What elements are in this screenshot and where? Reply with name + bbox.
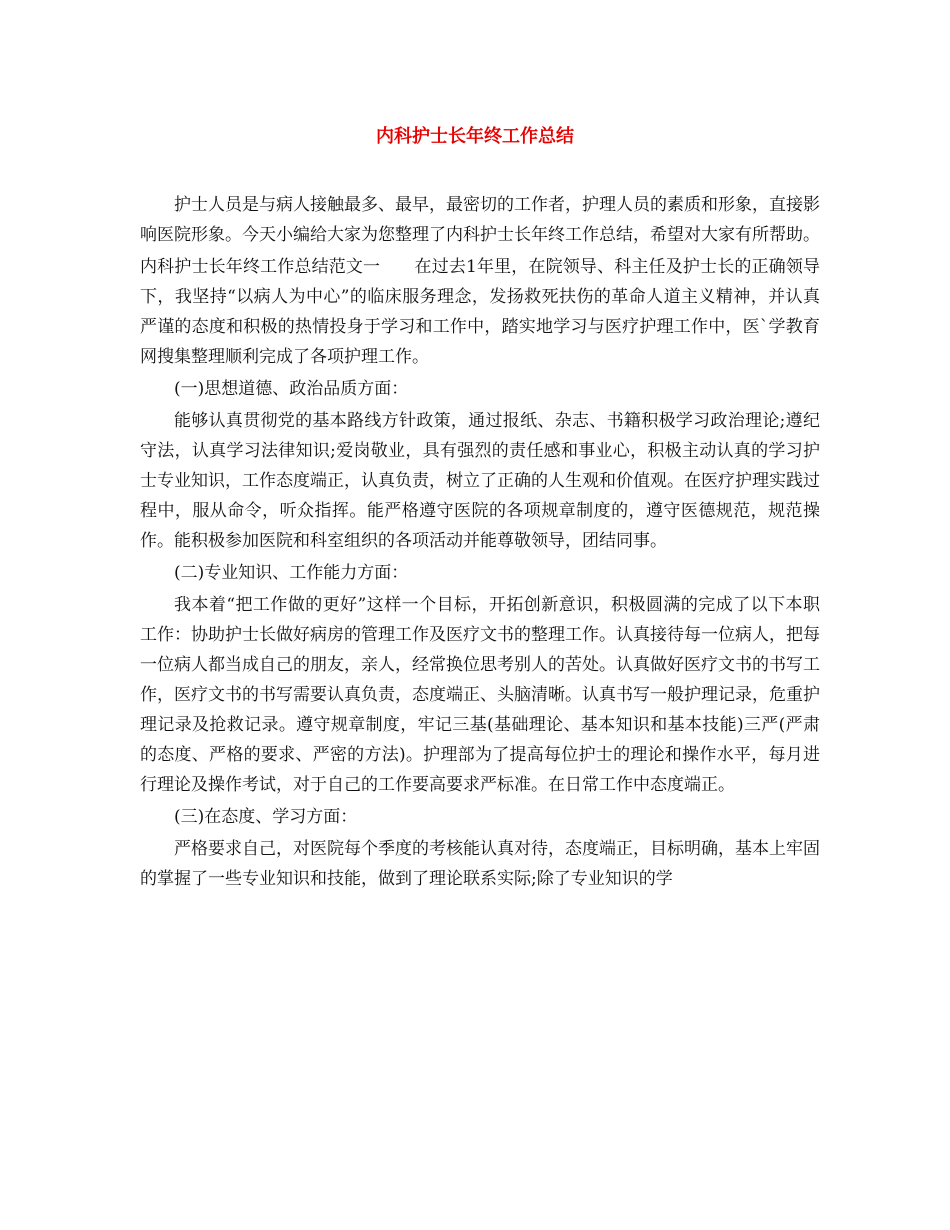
- section-heading-ethics: (一)思想道德、政治品质方面：: [174, 379, 409, 399]
- paragraph-intro: 护士人员是与病人接触最多、最早，最密切的工作者，护理人员的素质和形象，直接影响医院形象。今天小编给大家为您整理了内科护士长年终工作总结，希望对大家有所帮助。: [140, 195, 820, 245]
- section-heading-attitude: (三)在态度、学习方面：: [174, 807, 358, 827]
- paragraph-skills: 我本着“把工作做的更好”这样一个目标，开拓创新意识，积极圆满的完成了以下本职工作：协助护士长做好病房的管理工作及医疗文书的整理工作。认真接待每一位病人，把每一位病人都当成自己的朋友，亲人，经常换位思考别人的苦处。认真做好医疗文书的书写工作，医疗文书的书写需要认真负责，态度端正、头脑清晰。认真书写一般护理记录，危重护理记录及抢救记录。遵守规章制度，牢记三基(基础理论、基本知识和基本技能)三严(严肃的态度、严格的要求、严密的方法)。护理部为了提高每位护士的理论和操作水平，每月进行理论及操作考试，对于自己的工作要高要求严标准。在日常工作中态度端正。: [140, 595, 820, 795]
- paragraph-attitude: 严格要求自己，对医院每个季度的考核能认真对待，态度端正，目标明确，基本上牢固的掌握了一些专业知识和技能，做到了理论联系实际;除了专业知识的学: [140, 839, 820, 889]
- document-body: [140, 190, 820, 896]
- section-heading-skills: (二)专业知识、工作能力方面：: [174, 563, 409, 583]
- paragraph-sample-one: 内科护士长年终工作总结范文一 在过去1年里，在院领导、科主任及护士长的正确领导下，我坚持“以病人为中心”的临床服务理念，发扬救死扶伤的革命人道主义精神，并认真严谨的态度和积极的热情投身于学习和工作中，踏实地学习与医疗护理工作中，医`学教育网搜集整理顺利完成了各项护理工作。: [140, 257, 820, 367]
- document-title: 内科护士长年终工作总结: [376, 126, 574, 147]
- paragraph-ethics: 能够认真贯彻党的基本路线方针政策，通过报纸、杂志、书籍积极学习政治理论;遵纪守法，认真学习法律知识;爱岗敬业，具有强烈的责任感和事业心，积极主动认真的学习护士专业知识，工作态度端正，认真负责，树立了正确的人生观和价值观。在医疗护理实践过程中，服从命令，听众指挥。能严格遵守医院的各项规章制度的，遵守医德规范，规范操作。能积极参加医院和科室组织的各项活动并能尊敬领导，团结同事。: [140, 411, 820, 551]
